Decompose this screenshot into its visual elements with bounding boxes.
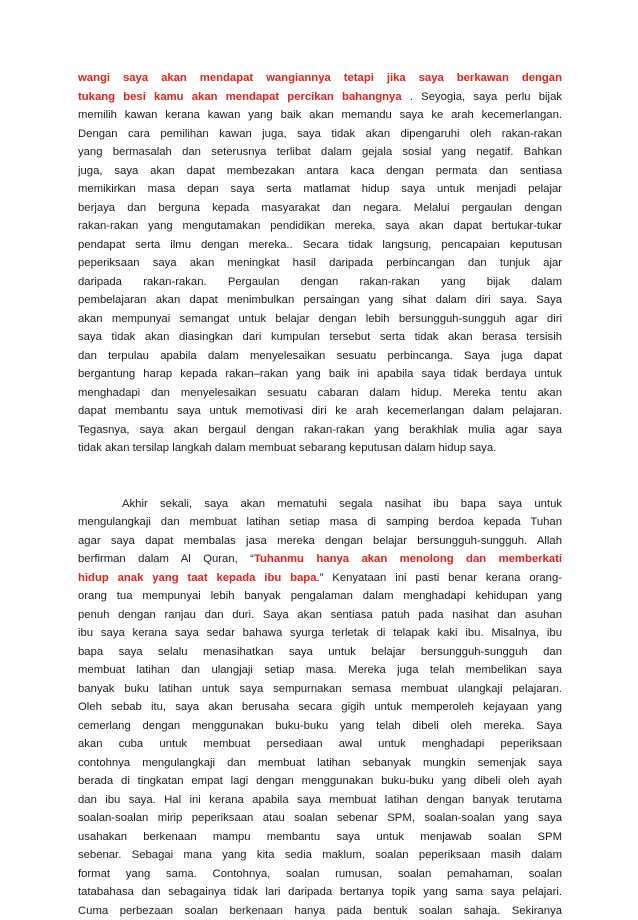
body-text: dan ibu saya. Hal ini kerana apabila saya membuat latihan dengan banyak terutama: [78, 794, 562, 806]
highlighted-text: hidup anak yang taat kepada ibu bapa: [78, 572, 317, 584]
text-line: [78, 717, 562, 736]
text-line: [78, 236, 562, 255]
body-text: .” Kenyataan ini pasti benar kerana orang-: [317, 572, 562, 584]
text-line: [78, 643, 562, 662]
body-text: akan cuba untuk membuat persediaan awal untuk menghadapi peperiksaan: [78, 738, 562, 750]
body-text: orang tua mempunyai lebih banyak pengalaman dalam menghadapi kehidupan yang: [78, 590, 562, 602]
text-line: [78, 550, 562, 569]
body-text: berjaya dan berguna kepada masyarakat dan negara. Melalui pergaulan dengan: [78, 202, 562, 214]
text-line: [78, 772, 562, 791]
body-text: Akhir sekali, saya akan mematuhi segala nasihat ibu bapa saya untuk: [122, 498, 562, 510]
text-line: [78, 273, 562, 292]
text-line: [78, 217, 562, 236]
body-text: pembelajaran akan dapat menimbulkan persaingan yang sihat dalam diri saya. Saya: [78, 294, 562, 306]
text-line: [78, 421, 562, 440]
text-line: [78, 680, 562, 699]
text-line: [78, 661, 562, 680]
text-line: [78, 902, 562, 920]
text-line: [78, 162, 562, 181]
body-text: . Seyogia, saya perlu bijak: [402, 91, 562, 103]
text-line: [78, 495, 562, 514]
body-text: yang bermasalah dan seterusnya terlibat dalam gejala sosial yang negatif. Bahkan: [78, 146, 562, 158]
text-line: [78, 791, 562, 810]
text-line: [78, 180, 562, 199]
body-text: cemerlang dengan menggunakan buku-buku yang telah dibeli oleh mereka. Saya: [78, 720, 562, 732]
text-line: [78, 513, 562, 532]
body-text: memikirkan masa depan saya serta matlamat hidup saya untuk menjadi pelajar: [78, 183, 562, 195]
body-text: format yang sama. Contohnya, soalan rumusan, soalan pemahaman, soalan: [78, 868, 562, 880]
body-text: daripada rakan-rakan. Pergaulan dengan rakan-rakan yang bijak dalam: [78, 276, 562, 288]
highlighted-text: tukang besi kamu akan mendapat percikan bahangnya: [78, 91, 402, 103]
text-line: [78, 125, 562, 144]
text-line: [78, 809, 562, 828]
body-text: akan mempunyai semangat untuk belajar dengan lebih bersungguh-sungguh agar diri: [78, 313, 562, 325]
text-line: [78, 88, 562, 107]
body-text: banyak buku latihan untuk saya sempurnakan semasa membuat ulangkaji pelajaran.: [78, 683, 562, 695]
body-text: berada di tingkatan empat lagi dengan menggunakan buku-buku yang dibeli oleh ayah: [78, 775, 562, 787]
essay-body: [78, 69, 562, 920]
text-line: [78, 883, 562, 902]
text-line: [78, 365, 562, 384]
body-text: tatabahasa dan sebagainya tidak lari daripada bertanya topik yang sama saya pelajari.: [78, 886, 562, 898]
text-line: [78, 106, 562, 125]
body-text: rakan-rakan yang mengutamakan pendidikan mereka, saya akan dapat bertukar-tukar: [78, 220, 562, 232]
body-text: Tegasnya, saya akan bergaul dengan rakan-rakan yang berakhlak mulia agar saya: [78, 424, 562, 436]
body-text: ibu saya kerana saya sedar bahawa syurga terletak di telapak kaki ibu. Misalnya, ibu: [78, 627, 562, 639]
body-text: pendapat serta ilmu dengan mereka.. Secara tidak langsung, pencapaian keputusan: [78, 239, 562, 251]
body-text: memilih kawan kerana kawan yang baik akan memandu saya ke arah kecemerlangan.: [78, 109, 562, 121]
text-line: [78, 384, 562, 403]
body-text: contohnya mengulangkaji dan membuat latihan sebanyak mungkin semenjak saya: [78, 757, 562, 769]
text-line: [78, 143, 562, 162]
body-text: agar saya dapat membalas jasa mereka dengan belajar bersungguh-sungguh. Allah: [78, 535, 562, 547]
highlighted-text: Tuhanmu hanya akan menolong dan memberkati: [254, 553, 562, 565]
text-line: [78, 846, 562, 865]
text-line: [78, 439, 562, 458]
body-text: Oleh sebab itu, saya akan berusaha secara gigih untuk memperoleh kejayaan yang: [78, 701, 562, 713]
body-text: mengulangkaji dan membuat latihan setiap masa di samping berdoa kepada Tuhan: [78, 516, 562, 528]
body-text: soalan-soalan mirip peperiksaan atau soalan sebenar SPM, soalan-soalan yang saya: [78, 812, 562, 824]
body-text: peperiksaan saya akan meningkat hasil daripada perbincangan dan tunjuk ajar: [78, 257, 562, 269]
text-line: [78, 569, 562, 588]
body-text: juga, saya akan dapat membezakan antara kaca dengan permata dan sentiasa: [78, 165, 562, 177]
text-line: [78, 587, 562, 606]
text-line: [78, 624, 562, 643]
highlighted-text: wangi saya akan mendapat wangiannya tetapi jika saya berkawan dengan: [78, 72, 562, 84]
body-text: bapa saya selalu menasihatkan saya untuk belajar bersungguh-sungguh dan: [78, 646, 562, 658]
body-text: tidak akan tersilap langkah dalam membuat sebarang keputusan dalam hidup saya.: [78, 442, 496, 454]
body-text: usahakan berkenaan mampu membantu saya untuk menjawab soalan SPM: [78, 831, 562, 843]
paragraph-2: [78, 495, 562, 920]
text-line: [78, 606, 562, 625]
text-line: [78, 865, 562, 884]
text-line: [78, 291, 562, 310]
text-line: [78, 310, 562, 329]
text-line: [78, 828, 562, 847]
body-text: dapat membantu saya untuk memotivasi diri ke arah kecemerlangan dalam pelajaran.: [78, 405, 562, 417]
paragraph-gap: [78, 458, 562, 495]
body-text: Cuma perbezaan soalan berkenaan hanya pada bentuk soalan sahaja. Sekiranya: [78, 905, 562, 917]
text-line: [78, 402, 562, 421]
body-text: berfirman dalam Al Quran, “: [78, 553, 254, 565]
body-text: menghadapi dan menyelesaikan sesuatu cabaran dalam hidup. Mereka tentu akan: [78, 387, 562, 399]
text-line: [78, 199, 562, 218]
text-line: [78, 69, 562, 88]
body-text: sebenar. Sebagai mana yang kita sedia maklum, soalan peperiksaan masih dalam: [78, 849, 562, 861]
text-line: [78, 735, 562, 754]
text-line: [78, 328, 562, 347]
body-text: dan terpulau apabila dalam menyelesaikan sesuatu perbincanga. Saya juga dapat: [78, 350, 562, 362]
text-line: [78, 754, 562, 773]
body-text: saya tidak akan diasingkan dari kumpulan tersebut serta tidak akan berasa tersisih: [78, 331, 562, 343]
body-text: bergantung harap kepada rakan–rakan yang baik ini apabila saya tidak berdaya untuk: [78, 368, 562, 380]
text-line: [78, 532, 562, 551]
text-line: [78, 254, 562, 273]
text-line: [78, 698, 562, 717]
paragraph-1: [78, 69, 562, 458]
body-text: penuh dengan ranjau dan duri. Saya akan sentiasa patuh pada nasihat dan asuhan: [78, 609, 562, 621]
body-text: membuat latihan dan ulangjaji setiap masa. Mereka juga telah membelikan saya: [78, 664, 562, 676]
body-text: Dengan cara pemilihan kawan juga, saya tidak akan dipengaruhi oleh rakan-rakan: [78, 128, 562, 140]
text-line: [78, 347, 562, 366]
